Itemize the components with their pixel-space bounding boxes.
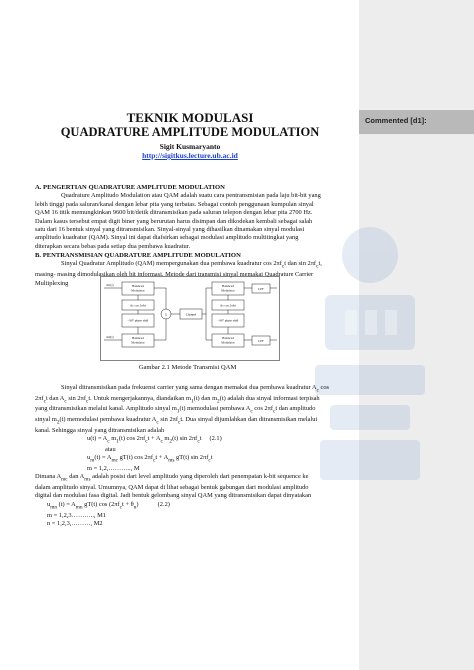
section-a-line: amplitudo kuadratur (QAM). Sinyal ini dapat diafsirkan sebagai modulasi amplitudo multitingkat yang <box>35 234 299 242</box>
fig-label: Channel <box>185 312 197 317</box>
section-c-line: kanal. Sehingga sinyal yang ditransmisikan adalah <box>35 426 165 434</box>
fig-label: - 90° phase shift <box>127 318 149 323</box>
fig-label: Ac cos 2πfct <box>129 303 147 308</box>
qam-block-diagram <box>100 276 280 361</box>
doc-subtitle: QUADRATURE AMPLITUDE MODULATION <box>60 125 320 139</box>
author-url-link[interactable]: http://sigitkus.lecture.ub.ac.id <box>142 151 238 160</box>
section-b-line: Multiplexing <box>35 279 69 287</box>
section-a-line: satu dari 16 bentuk sinyal yang ditransmisikan. Sinyal-sinyal yang dihasilkan dinamakan sinyal modulasi <box>35 226 305 234</box>
fig-label: LPF <box>258 339 264 343</box>
section-c-line: Dimana $A_{mc}$ dan $A_{ms}$ adalah posisi dari level amplitudo yang diperoleh dari penempatan k-bit sequence ke <box>35 473 309 483</box>
fig-label: Balanced <box>222 284 234 288</box>
title-block <box>20 110 360 160</box>
comment-balloon[interactable] <box>359 110 474 134</box>
equation-2-2: $u_{mn}$ $(t) = A_{mn}$ gT(t) $\cos (2\pi f_ct + \theta_n)$ (2.2) <box>47 500 170 511</box>
section-b-line: masing- masing dimodulasikan oleh bit informasi. Metode dari transmisi sinyal memakai Quadrature Carrier <box>35 271 314 279</box>
fig-label: m2(t) <box>106 335 114 339</box>
figure-caption: Gambar 2.1 Metode Transmisi QAM <box>138 364 237 371</box>
fig-label: Σ <box>165 312 167 317</box>
fig-label: Balanced <box>132 284 144 288</box>
fig-label: Modulator <box>221 340 235 345</box>
m-range-m1: m = 1,2,3……….., M1 <box>47 511 106 519</box>
author-name: Sigit Kusmaryanto <box>159 142 221 151</box>
n-range-m2: n = 1,2,3,………, M2 <box>47 519 103 527</box>
section-b-line: Sinyal Quadratur Amplitudo (QAM) mempergunakan dua pembawa kuadratur $\cos 2\pi f_ct$ dan $\sin 2\pi f_ct$, <box>61 260 322 270</box>
fig-label: LPF <box>258 287 264 291</box>
m-range: m = 1,2,……….., M <box>87 464 140 472</box>
fig-label: - 90° phase shift <box>217 318 239 323</box>
section-c-line: dalam amplitudo sinyal. Umumnya, QAM dapat di lihat sebagai bentuk gabungan dari modulasi amplitudo <box>35 484 309 492</box>
section-c-line: Sinyal ditransmisikan pada frekuensi carrier yang sama dengan memakai dua pembawa kuadratur $A_c$ cos <box>61 384 330 394</box>
section-a-line: Dalam kasus tersebut empat digit biner yang berurutan harus disimpan dan dikodekan kembali sebagai salah <box>35 217 313 225</box>
section-c-line: yang ditransmisikan melalui kanal. Amplitudo sinyal $m_1(t)$ memodulasi pembawa $A_c$ $\cos 2\pi f_ct$ dan amplitudo <box>35 405 316 415</box>
section-a-line: lebih tinggi pada saluran/kanal dengan lebar pita yang terbatas. Sebagai contoh penggunaan kumpulan sinyal <box>35 200 314 208</box>
fig-label: Balanced <box>222 336 234 340</box>
fig-label: Balanced <box>132 336 144 340</box>
doc-title: TEKNIK MODULASI <box>126 110 254 125</box>
section-a-line: diterapkan secara bebas pada setiap dua pembawa kuadratur. <box>35 242 191 250</box>
section-c-line: $2\pi f_ct$ dan $A_c$ $\sin 2\pi f_ct$. Untuk mengerjakannya, diandaikan $m_1(t)$ dan $m_2(t)$ adalah dua sinyal informasi terpisah <box>35 394 320 404</box>
section-c <box>35 384 340 528</box>
section-c-line: sinyal $m_2(t)$ memodulasi pembawa kuadratur $A_c$ $\sin 2\pi f_ct$. Dua sinyal dijumlahkan dan ditransmisikan melalui <box>35 416 318 426</box>
section-a <box>35 184 340 251</box>
equation-um: $u_m(t) = A_{mc}$ gT(t) $\cos 2\pi f_ct + A_{ms}$ gT(t) $\sin 2\pi f_ct$ <box>87 454 213 464</box>
atau-text: atau <box>105 445 116 453</box>
fig-label: m1(t) <box>106 283 114 287</box>
comment-label: Commented [d1]: <box>365 116 427 125</box>
section-b-heading: B. PENTRANSMISIAN QUADRATURE AMPLITUDE MODULATION <box>35 252 241 259</box>
fig-label: Ac cos 2πfct <box>219 303 237 308</box>
fig-label: Modulator <box>131 288 145 293</box>
fig-label: Modulator <box>131 340 145 345</box>
equation-2-1: $u(t) = A_c$ $m_1(t)$ $\cos 2\pi f_ct + A_c$ $m_2(t)$ $\sin 2\pi f_ct$ (2.1) <box>87 435 222 445</box>
section-c-line: digital dan modulasi fasa digital. Jadi bentuk gelombang sinyal QAM yang ditransmisikan dapat dinyatakan <box>35 492 312 500</box>
section-a-line: Quadrature Amplitudo Modulation atau QAM adalah suatu cara pentransmisian pada laju bit-bit yang <box>61 192 321 200</box>
section-a-line: QAM 16 titik memungkinkan 9600 bit/detik ditransmisikan pada saluran telepon dengan lebar pita 2700 Hz. <box>35 209 313 217</box>
section-a-heading: A. PENGERTIAN QUADRATURE AMPLITUDE MODULATION <box>35 184 225 191</box>
fig-label: Modulator <box>221 288 235 293</box>
